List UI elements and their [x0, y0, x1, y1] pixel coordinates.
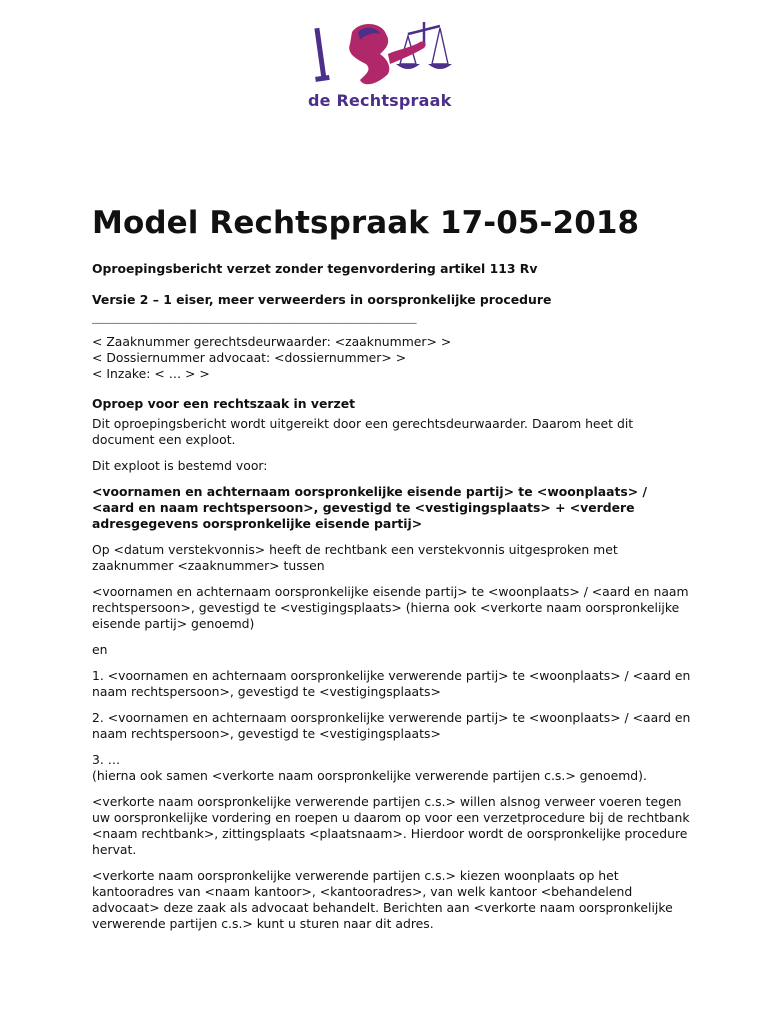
logo: [300, 14, 470, 110]
logo-text: de Rechtspraak: [308, 91, 452, 110]
paragraph-verzet: <verkorte naam oorspronkelijke verwerende partijen c.s.> willen alsnog verweer voeren tegen uw oorspronkelijke vordering en roepen u daarom op voor een verzetprocedure bij de rechtbank <naam rechtbank>, zittingsplaats <plaatsnaam>. Hierdoor wordt de oorspronkelijke procedure hervat.: [92, 794, 690, 857]
paragraph-verstekvonnis: Op <datum verstekvonnis> heeft de rechtbank een verstekvonnis uitgesproken met zaaknummer <zaaknummer> tussen: [92, 542, 618, 573]
verweerders-genoemd: (hierna ook samen <verkorte naam oorspronkelijke verwerende partijen c.s.> genoemd).: [92, 768, 647, 783]
verweerder-3-line: 3. …: [92, 752, 121, 767]
paragraph-eisende-partij: <voornamen en achternaam oorspronkelijke eisende partij> te <woonplaats> / <aard en naam rechtspersoon>, gevestigd te <vestigingsplaats> (hierna ook <verkorte naam oorspronkelijke eisende partij> genoemd): [92, 584, 689, 631]
paragraph-verweerder-2: 2. <voornamen en achternaam oorspronkelijke verwerende partij> te <woonplaats> / <aard en naam rechtspersoon>, gevestigd te <vestigingsplaats>: [92, 710, 691, 741]
paragraph-en: en: [92, 642, 108, 657]
paragraph-bestemd: Dit exploot is bestemd voor:: [92, 458, 268, 473]
separator-rule: ___________________________________________________________: [92, 311, 417, 324]
paragraph-addressee: <voornamen en achternaam oorspronkelijke eisende partij> te <woonplaats> / <aard en naam rechtspersoon>, gevestigd te <vestigingsplaats> + <verdere adresgegevens oorspronkelijke eisende partij>: [92, 484, 647, 531]
document-body: [92, 205, 692, 942]
document-version: Versie 2 – 1 eiser, meer verweerders in oorspronkelijke procedure: [92, 292, 552, 307]
document-title: Model Rechtspraak 17-05-2018: [92, 205, 640, 241]
paragraph-intro: Dit oproepingsbericht wordt uitgereikt door een gerechtsdeurwaarder. Daarom heet dit document een exploot.: [92, 416, 634, 447]
ref-dossiernummer: < Dossiernummer advocaat: <dossiernummer> >: [92, 350, 407, 365]
section-heading: Oproep voor een rechtszaak in verzet: [92, 396, 356, 411]
paragraph-verweerder-1: 1. <voornamen en achternaam oorspronkelijke verwerende partij> te <woonplaats> / <aard en naam rechtspersoon>, gevestigd te <vestigingsplaats>: [92, 668, 691, 699]
ref-inzake: < Inzake: < … > >: [92, 366, 210, 381]
document-subtitle: Oproepingsbericht verzet zonder tegenvordering artikel 113 Rv: [92, 261, 538, 276]
ref-zaaknummer: < Zaaknummer gerechtsdeurwaarder: <zaaknummer> >: [92, 334, 452, 349]
paragraph-woonplaats: <verkorte naam oorspronkelijke verwerende partijen c.s.> kiezen woonplaats op het kantooradres van <naam kantoor>, <kantooradres>, van welk kantoor <behandelend advocaat> deze zaak als advocaat behandelt. Berichten aan <verkorte naam oorspronkelijke verwerende partijen c.s.> kunt u sturen naar dit adres.: [92, 868, 673, 931]
reference-block: [92, 334, 692, 382]
rechtspraak-logo-icon: [300, 14, 470, 94]
paragraph-verweerder-3: [92, 752, 692, 784]
